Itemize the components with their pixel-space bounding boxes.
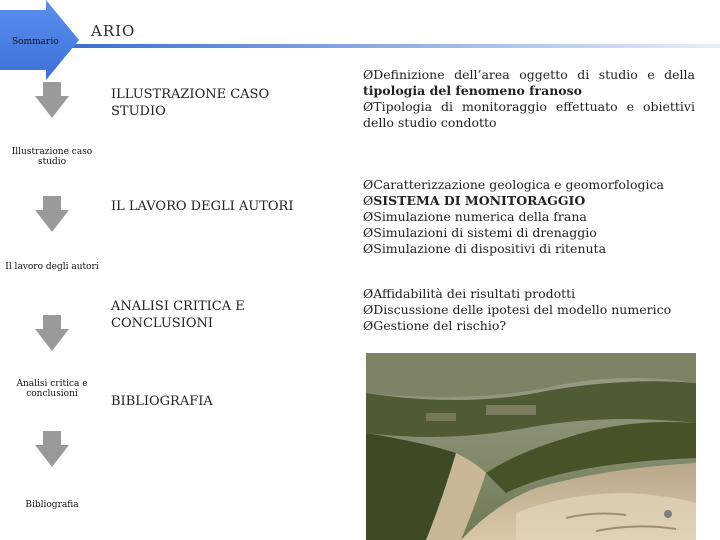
- section-heading-illustrazione: ILLUSTRAZIONE CASO STUDIO: [111, 87, 270, 119]
- list-item: ØTipologia di monitoraggio effettuato e obiettivi dello studio condotto: [363, 99, 695, 130]
- down-arrow-icon: [35, 315, 69, 351]
- bullet-list-lavoro: [363, 177, 695, 257]
- list-item: ØGestione del rischio?: [363, 318, 507, 333]
- sidebar-step-illustrazione[interactable]: Illustrazione caso studio: [11, 147, 93, 167]
- bullet-arrow-icon: Ø: [363, 209, 374, 224]
- down-arrow-icon: [35, 196, 69, 232]
- sidebar-step-lavoro[interactable]: Il lavoro degli autori: [5, 262, 99, 272]
- section-heading-lavoro: IL LAVORO DEGLI AUTORI: [111, 199, 294, 214]
- list-item: ØCaratterizzazione geologica e geomorfologica: [363, 177, 664, 192]
- list-item: ØSimulazioni di sistemi di drenaggio: [363, 225, 597, 240]
- down-arrow-icon: [35, 82, 69, 118]
- list-item: ØSimulazione numerica della frana: [363, 209, 587, 224]
- bullet-arrow-icon: Ø: [363, 99, 374, 114]
- bullet-arrow-icon: Ø: [363, 241, 374, 256]
- bullet-arrow-icon: Ø: [363, 302, 374, 317]
- landslide-photo: [366, 353, 696, 540]
- sidebar-step-bibliografia[interactable]: Bibliografia: [25, 500, 79, 510]
- sidebar-step-analisi[interactable]: Analisi critica e conclusioni: [16, 379, 88, 399]
- current-step-label: Sommario: [12, 37, 59, 47]
- bullet-arrow-icon: Ø: [363, 318, 374, 333]
- bullet-list-analisi: [363, 286, 695, 334]
- section-heading-bibliografia: BIBLIOGRAFIA: [111, 394, 213, 409]
- list-item: ØDefinizione dell’area oggetto di studio e della tipologia del fenomeno franoso: [363, 67, 695, 98]
- bullet-arrow-icon: Ø: [363, 177, 374, 192]
- slide-title: ARIO: [91, 22, 136, 40]
- list-item: ØSimulazione di dispositivi di ritenuta: [363, 241, 607, 256]
- title-underline: [72, 44, 720, 48]
- down-arrow-icon: [35, 431, 69, 467]
- title-bar: [0, 0, 720, 54]
- list-item: ØAffidabilità dei risultati prodotti: [363, 286, 576, 301]
- bullet-arrow-icon: Ø: [363, 225, 374, 240]
- list-item: ØDiscussione delle ipotesi del modello numerico: [363, 302, 672, 317]
- bullet-arrow-icon: Ø: [363, 67, 374, 82]
- bullet-list-illustrazione: [363, 67, 695, 131]
- bullet-arrow-icon: Ø: [363, 193, 374, 208]
- bullet-arrow-icon: Ø: [363, 286, 374, 301]
- slide-indicator-dot: [664, 510, 672, 518]
- section-heading-analisi: ANALISI CRITICA E CONCLUSIONI: [111, 299, 245, 331]
- list-item: ØSISTEMA DI MONITORAGGIO: [363, 193, 586, 208]
